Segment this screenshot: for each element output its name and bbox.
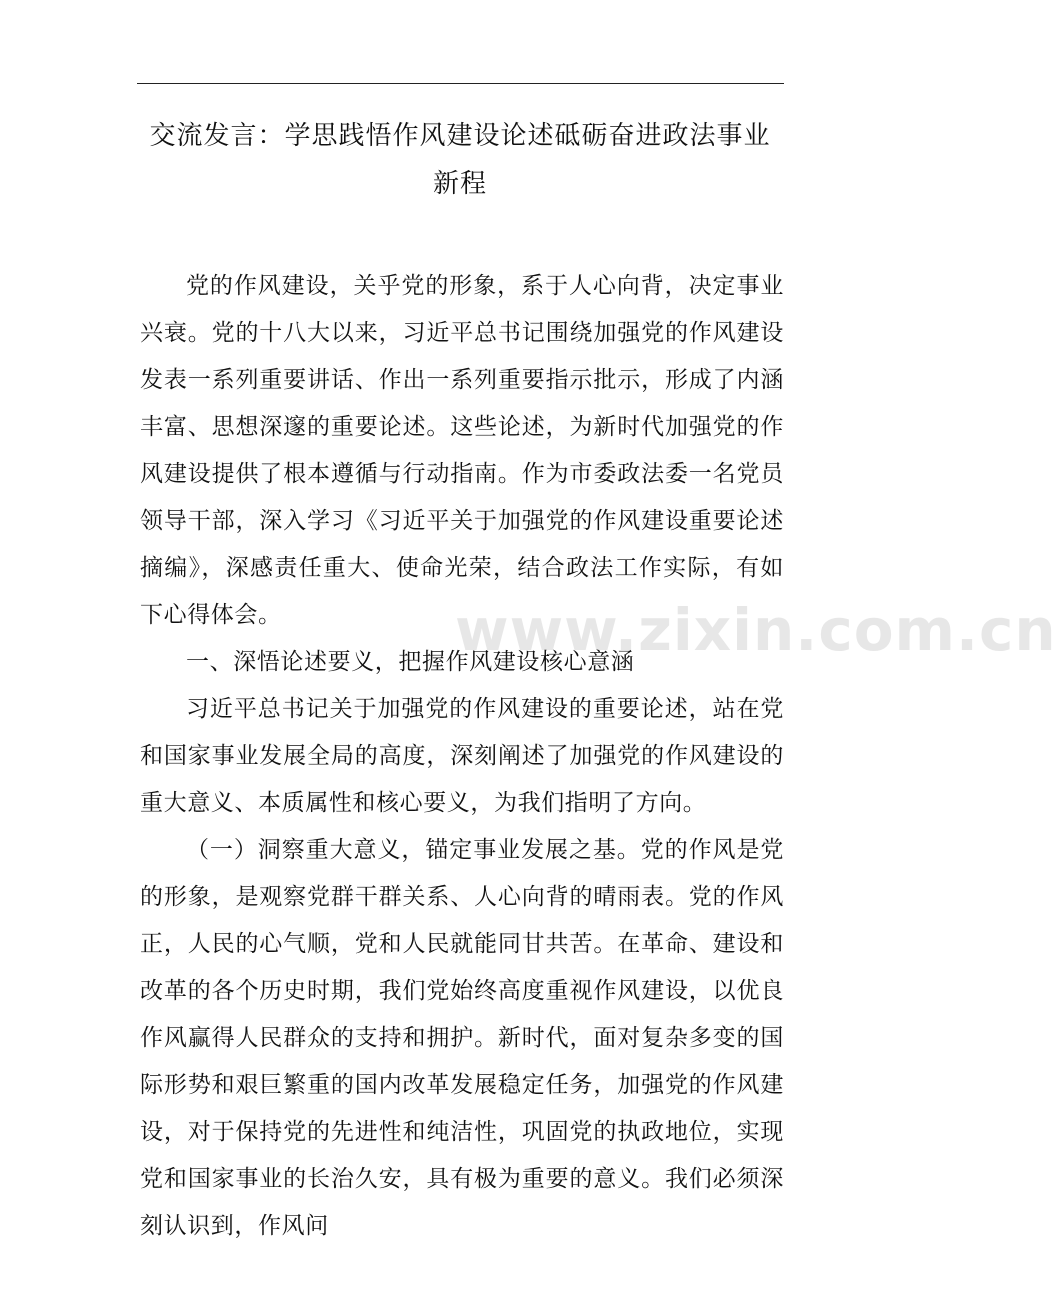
watermark: www.zixin.com.cn (455, 596, 1057, 664)
section-heading-1: 一、深悟论述要义，把握作风建设核心意涵 (186, 649, 635, 675)
paragraph-section-1-intro: 习近平总书记关于加强党的作风建设的重要论述，站在党和国家事业发展全局的高度，深刻阐述了加强党的作风建设的重大意义、本质属性和核心要义，为我们指明了方向。 (140, 696, 784, 816)
header-rule (137, 83, 784, 84)
paragraph-intro: 党的作风建设，关乎党的形象，系于人心向背，决定事业兴衰。党的十八大以来，习近平总书记围绕加强党的作风建设发表一系列重要讲话、作出一系列重要指示批示，形成了内涵丰富、思想深邃的重要论述。这些论述，为新时代加强党的作风建设提供了根本遵循与行动指南。作为市委政法委一名党员领导干部，深入学习《习近平关于加强党的作风建设重要论述摘编》，深感责任重大、使命光荣，结合政法工作实际，有如下心得体会。 (140, 273, 784, 628)
document-body (140, 263, 784, 1250)
document-title: 交流发言：学思践悟作风建设论述砥砺奋进政法事业新程 (149, 121, 771, 199)
paragraph-subsection-1: （一）洞察重大意义，锚定事业发展之基。党的作风是党的形象，是观察党群干群关系、人心向背的晴雨表。党的作风正，人民的心气顺，党和人民就能同甘共苦。在革命、建设和改革的各个历史时期，我们党始终高度重视作风建设，以优良作风赢得人民群众的支持和拥护。新时代，面对复杂多变的国际形势和艰巨繁重的国内改革发展稳定任务，加强党的作风建设，对于保持党的先进性和纯洁性，巩固党的执政地位，实现党和国家事业的长治久安，具有极为重要的意义。我们必须深刻认识到，作风问 (140, 837, 784, 1239)
